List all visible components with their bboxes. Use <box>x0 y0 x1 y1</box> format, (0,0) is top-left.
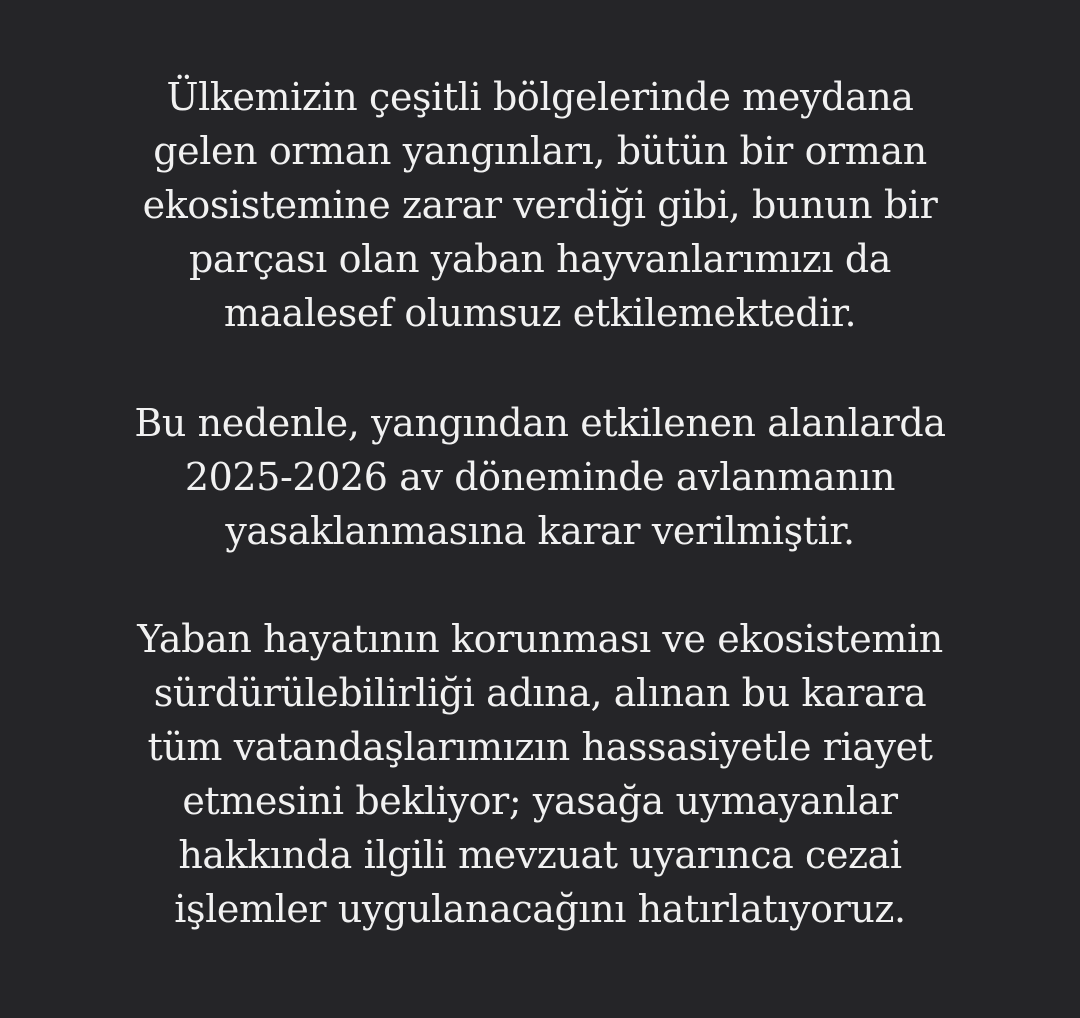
text-line: hakkında ilgili mevzuat uyarınca cezai <box>178 833 902 877</box>
text-line: sürdürülebilirliği adına, alınan bu karara <box>153 671 927 715</box>
text-line: parçası olan yaban hayvanlarımızı da <box>188 237 892 281</box>
text-line: yasaklanmasına karar verilmiştir. <box>225 509 855 553</box>
text-line: tüm vatandaşlarımızın hassasiyetle riayet <box>147 725 933 769</box>
text-line: 2025-2026 av döneminde avlanmanın <box>184 455 896 499</box>
text-line: gelen orman yangınları, bütün bir orman <box>153 129 927 173</box>
text-line: ekosistemine zarar verdiği gibi, bunun bir <box>142 183 938 227</box>
text-line: işlemler uygulanacağını hatırlatıyoruz. <box>174 887 906 931</box>
text-line: Bu nedenle, yangından etkilenen alanlarda <box>134 401 946 445</box>
text-line: Ülkemizin çeşitli bölgelerinde meydana <box>166 75 914 119</box>
text-line: maalesef olumsuz etkilemektedir. <box>223 291 857 335</box>
text-line: Yaban hayatının korunması ve ekosistemin <box>137 617 943 661</box>
text-line: etmesini bekliyor; yasağa uymayanlar <box>182 779 898 823</box>
